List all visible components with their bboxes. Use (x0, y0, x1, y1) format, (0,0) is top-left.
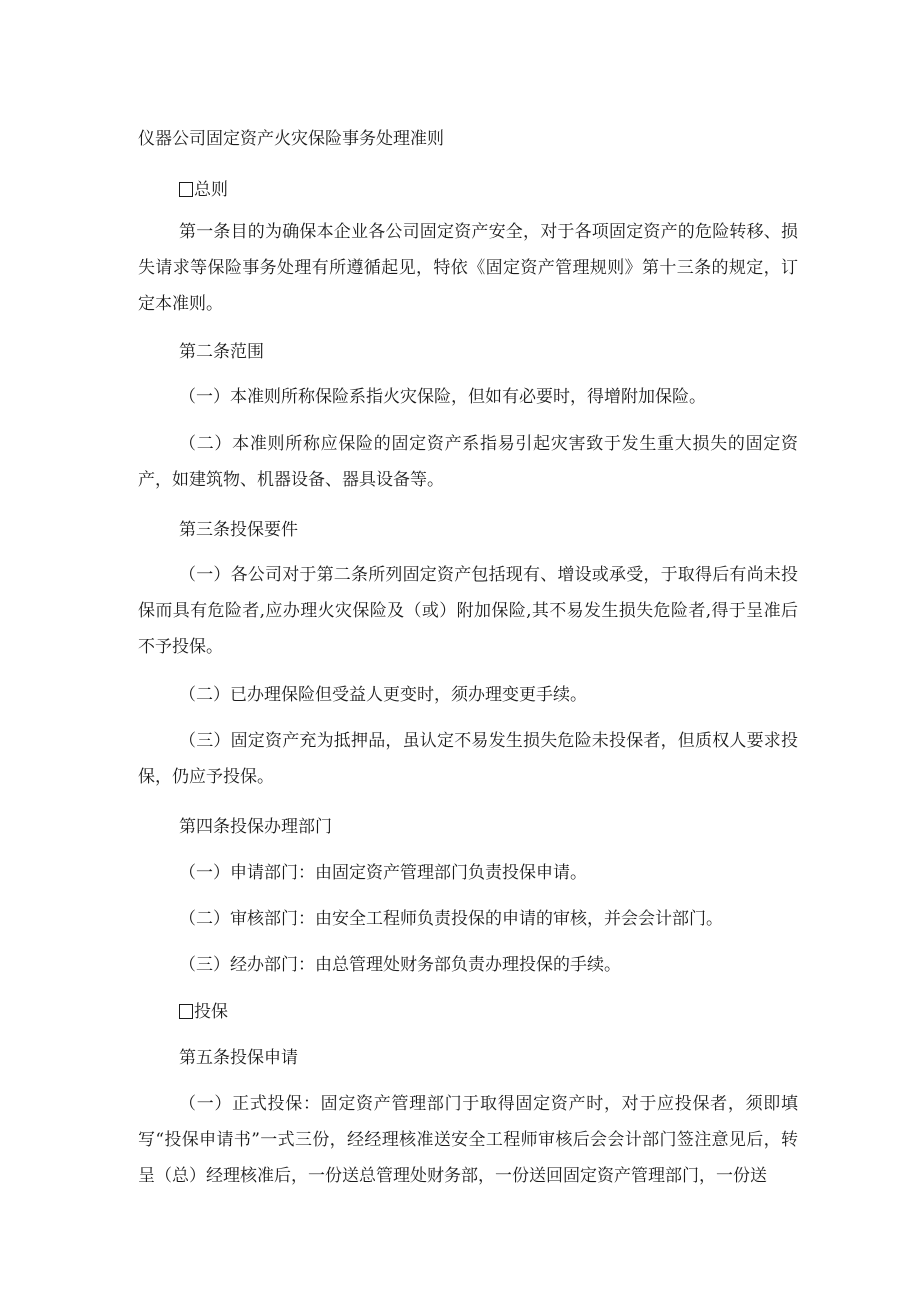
checkbox-square-icon (179, 182, 193, 197)
paragraph-article-4-2: （二）审核部门：由安全工程师负责投保的申请的审核，并会会计部门。 (179, 909, 723, 929)
section-heading-insure: 投保 (138, 994, 798, 1030)
paragraph-article-2-1: （一）本准则所称保险系指火灾保险，但如有必要时，得增附加保险。 (179, 387, 706, 407)
paragraph-article-3-1: （一）各公司对于第二条所列固定资产包括现有、增设或承受，于取得后有尚未投保而具有危险者,应办理火灾保险及（或）附加保险,其不易发生损失危险者,得于呈准后不予投保。 (138, 565, 798, 657)
paragraph-article-4-1: （一）申请部门：由固定资产管理部门负责投保申请。 (179, 863, 587, 883)
section-heading-general: 总则 (138, 172, 798, 208)
document-title: 仪器公司固定资产火灾保险事务处理准则 (138, 129, 444, 149)
paragraph-article-2-2: （二）本准则所称应保险的固定资产系指易引起灾害致于发生重大损失的固定资产，如建筑物、机器设备、器具设备等。 (138, 434, 798, 490)
paragraph-article-3-2: （二）已办理保险但受益人更变时，须办理变更手续。 (179, 685, 587, 705)
paragraph-article-2: 第二条范围 (179, 342, 264, 362)
paragraph-article-5: 第五条投保申请 (179, 1048, 298, 1068)
paragraph-article-3-3: （三）固定资产充为抵押品，虽认定不易发生损失危险未投保者，但质权人要求投保，仍应予投保。 (138, 731, 798, 787)
paragraph-article-4-3: （三）经办部门：由总管理处财务部负责办理投保的手续。 (179, 955, 621, 975)
checkbox-square-icon (179, 1004, 193, 1019)
paragraph-article-5-1: （一）正式投保：固定资产管理部门于取得固定资产时，对于应投保者，须即填写“投保申请书”一式三份，经经理核准送安全工程师审核后会会计部门签注意见后，转呈（总）经理核准后，一份送总管理处财务部，一份送回固定资产管理部门，一份送 (138, 1094, 798, 1186)
paragraph-article-3: 第三条投保要件 (179, 520, 298, 540)
paragraph-article-4: 第四条投保办理部门 (179, 817, 332, 837)
paragraph-article-1: 第一条目的为确保本企业各公司固定资产安全，对于各项固定资产的危险转移、损失请求等保险事务处理有所遵循起见，特依《固定资产管理规则》第十三条的规定，订定本准则。 (138, 222, 798, 314)
